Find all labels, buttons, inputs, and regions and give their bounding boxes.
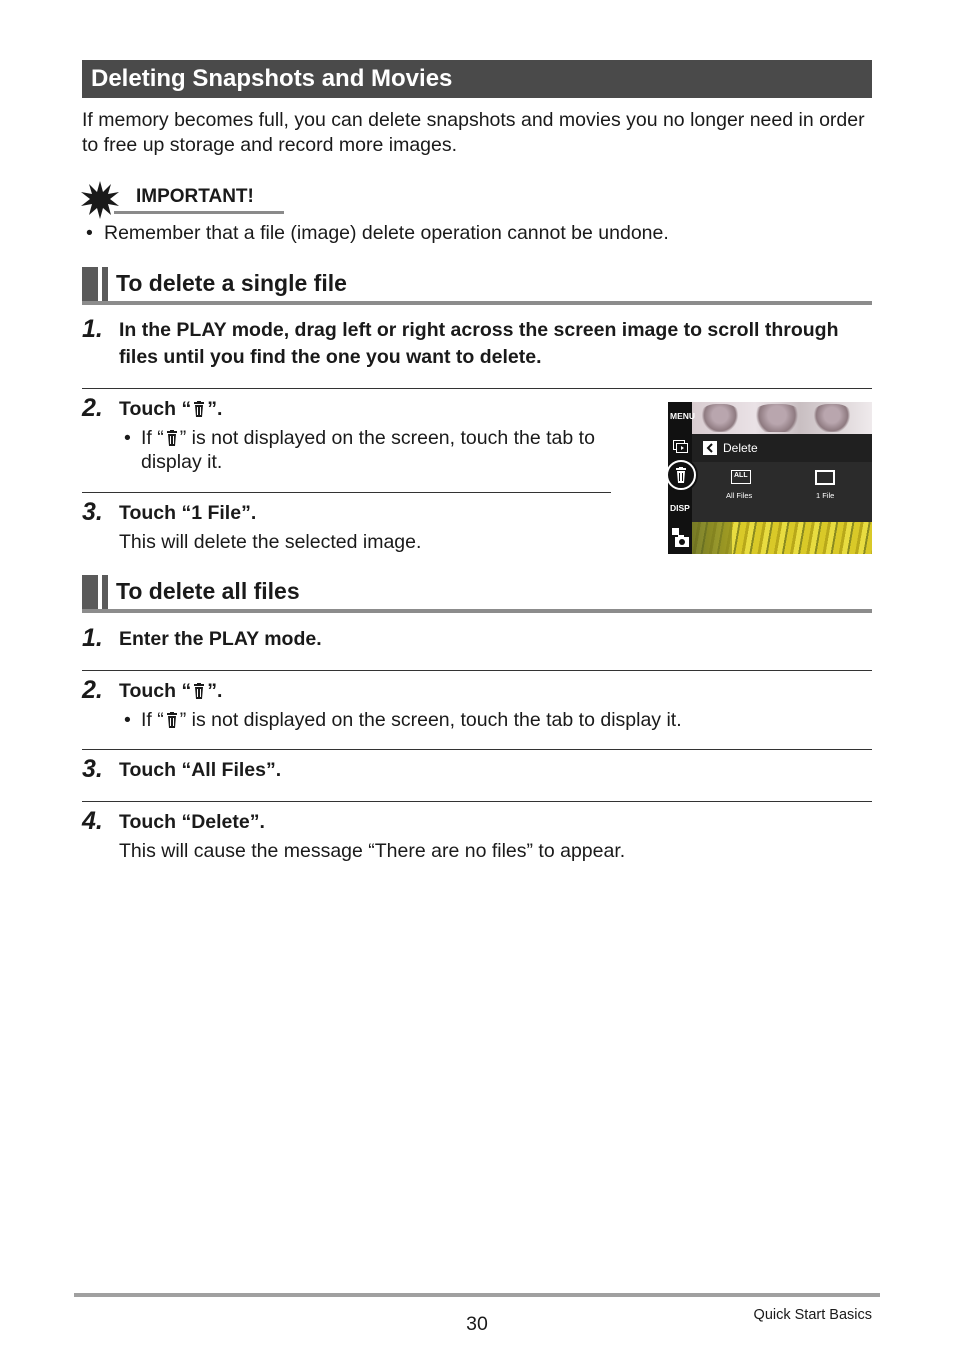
bullet-dot: • xyxy=(86,222,93,244)
menu-label: MENU xyxy=(670,411,696,421)
trash-icon xyxy=(193,401,205,417)
important-callout xyxy=(80,180,290,220)
all-files-icon: ALL xyxy=(731,470,751,484)
page-number: 30 xyxy=(466,1313,488,1335)
step-text: Touch “ ”. xyxy=(119,680,223,702)
delete-menu-title: Delete xyxy=(723,441,758,455)
divider xyxy=(82,670,872,671)
step-number: 3. xyxy=(82,755,103,783)
step-text: In the PLAY mode, drag left or right across the screen image to scroll through files until you find the one you want to delete. xyxy=(119,319,839,368)
back-icon xyxy=(703,441,717,455)
playback-icon xyxy=(673,440,689,454)
all-files-label: All Files xyxy=(726,491,753,500)
starburst-icon xyxy=(80,180,120,220)
step-note: This will cause the message “There are no files” to appear. xyxy=(119,840,626,862)
step-note: • If “ ” is not displayed on the screen, touch the tab to display it. xyxy=(124,709,682,731)
footer-rule xyxy=(74,1293,880,1297)
page-title: Deleting Snapshots and Movies xyxy=(82,60,872,98)
footer-section-label: Quick Start Basics xyxy=(753,1307,872,1323)
section-heading-all xyxy=(82,575,872,613)
step-note: This will delete the selected image. xyxy=(119,531,422,553)
step-text: Touch “All Files”. xyxy=(119,759,282,781)
step-note: • If “ ” is not displayed on the screen, touch the tab to display it. xyxy=(124,427,595,473)
divider xyxy=(82,388,872,389)
camera-icon xyxy=(672,528,690,548)
step-number: 1. xyxy=(82,315,103,343)
step-number: 2. xyxy=(82,394,103,422)
disp-label: DISP xyxy=(670,503,690,513)
trash-icon xyxy=(166,430,178,446)
step-text: Enter the PLAY mode. xyxy=(119,628,322,650)
one-file-label: 1 File xyxy=(816,491,835,500)
section-title: To delete all files xyxy=(116,578,300,604)
section-heading-single xyxy=(82,267,872,305)
one-file-icon xyxy=(815,470,835,485)
step-number: 1. xyxy=(82,624,103,652)
important-label: IMPORTANT! xyxy=(136,186,254,207)
divider xyxy=(82,801,872,802)
divider xyxy=(82,749,872,750)
divider xyxy=(82,492,611,493)
important-text: Remember that a file (image) delete operation cannot be undone. xyxy=(104,222,669,244)
trash-icon xyxy=(675,467,687,483)
step-number: 2. xyxy=(82,676,103,704)
section-title: To delete a single file xyxy=(116,270,347,296)
step-text: Touch “ ”. xyxy=(119,398,223,420)
step-text: Touch “Delete”. xyxy=(119,811,265,833)
important-underline xyxy=(114,211,284,214)
step-number: 4. xyxy=(82,807,103,835)
trash-icon xyxy=(166,712,178,728)
trash-icon xyxy=(193,683,205,699)
step-number: 3. xyxy=(82,498,103,526)
step-text: Touch “1 File”. xyxy=(119,502,257,524)
camera-screen-image xyxy=(668,402,872,554)
intro-paragraph: If memory becomes full, you can delete snapshots and movies you no longer need in order to free up storage and record more images. xyxy=(82,109,865,156)
